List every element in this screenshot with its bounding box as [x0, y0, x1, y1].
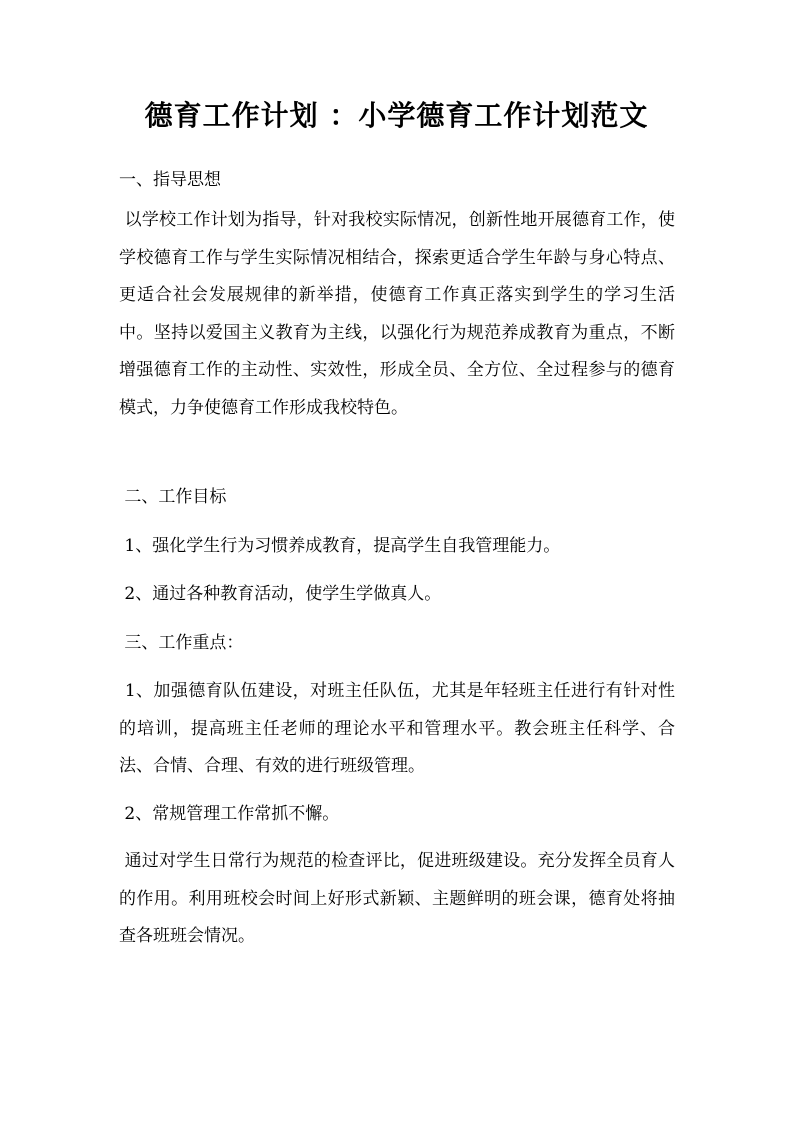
list-item-goal-1: 1、强化学生行为习惯养成教育，提高学生自我管理能力。	[119, 536, 561, 556]
section-heading-guiding-thought: 一、指导思想	[119, 170, 221, 190]
document-title: 德育工作计划 ：小学德育工作计划范文	[144, 99, 649, 132]
list-item-goal-2: 2、通过各种教育活动，使学生学做真人。	[119, 584, 442, 604]
section-heading-work-goals: 二、工作目标	[119, 487, 227, 507]
paragraph-guiding-thought: 以学校工作计划为指导，针对我校实际情况，创新性地开展德育工作，使学校德育工作与学生实际情况相结合，探索更适合学生年龄与身心特点、更适合社会发展规律的新举措，使德育工作真正落实到学生的学习生活中。坚持以爱国主义教育为主线，以强化行为规范养成教育为重点，不断增强德育工作的主动性、实效性，形成全员、全方位、全过程参与的德育模式，力争使德育工作形成我校特色。	[119, 210, 676, 418]
list-item-focus-2: 2、常规管理工作常抓不懈。	[119, 804, 340, 824]
section-heading-work-focus: 三、工作重点：	[119, 633, 244, 653]
paragraph-focus-item-1: 1、加强德育队伍建设，对班主任队伍，尤其是年轻班主任进行有针对性的培训，提高班主任老师的理论水平和管理水平。教会班主任科学、合法、合情、合理、有效的进行班级管理。	[119, 681, 675, 776]
paragraph-routine-management: 通过对学生日常行为规范的检查评比，促进班级建设。充分发挥全员育人的作用。利用班校会时间上好形式新颖、主题鲜明的班会课，德育处将抽查各班班会情况。	[119, 851, 676, 946]
